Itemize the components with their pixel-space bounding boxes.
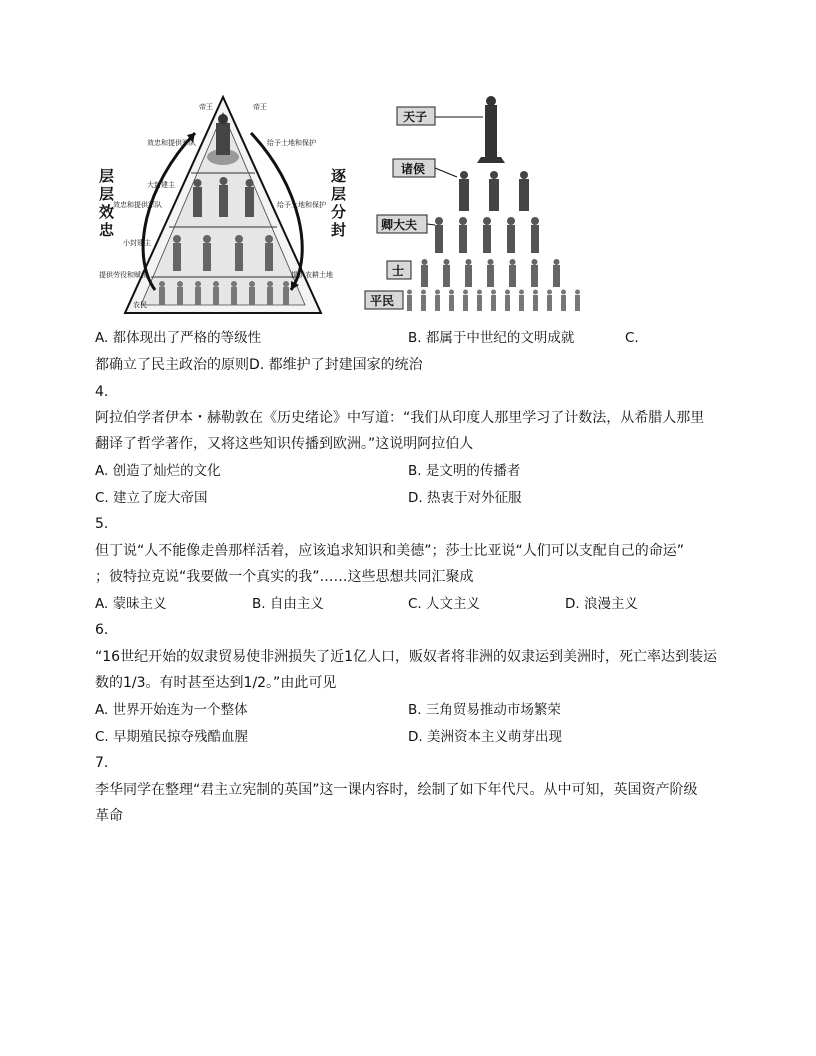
q4-stem-line-2: 翻译了哲学著作，又将这些知识传播到欧洲。”这说明阿拉伯人 bbox=[95, 436, 474, 452]
q3-option-c: C. bbox=[625, 330, 639, 346]
q4-option-d: D. 热衷于对外征服 bbox=[408, 490, 522, 506]
q5-option-d: D. 浪漫主义 bbox=[565, 596, 638, 612]
label-shi: 士 bbox=[392, 264, 405, 278]
left-arrow-note-3: 提供劳役和赋税 bbox=[99, 271, 148, 279]
q7-number: 7. bbox=[95, 755, 109, 771]
q5-stem-line-2: ；彼特拉克说“我要做一个真实的我”……这些思想共同汇聚成 bbox=[95, 569, 474, 585]
tier-label-peasants: 农民 bbox=[133, 301, 147, 309]
right-arrow-note-2: 给予土地和保护 bbox=[277, 201, 326, 209]
q3-option-b: B. 都属于中世纪的文明成就 bbox=[408, 330, 575, 346]
q3-option-a: A. 都体现出了严格的等级性 bbox=[95, 330, 262, 346]
side-right-char-3: 分 bbox=[331, 203, 347, 221]
q6-stem-line-2: 数的1/3。有时甚至达到1/2。”由此可见 bbox=[95, 675, 337, 691]
label-tianzi: 天子 bbox=[403, 110, 428, 124]
q6-option-d: D. 美洲资本主义萌芽出现 bbox=[408, 729, 562, 745]
q5-option-c: C. 人文主义 bbox=[408, 596, 481, 612]
side-left-char-1: 层 bbox=[99, 167, 115, 185]
q6-option-c: C. 早期殖民掠夺残酷血腥 bbox=[95, 729, 249, 745]
q5-option-b: B. 自由主义 bbox=[252, 596, 324, 612]
side-left-char-4: 忠 bbox=[99, 221, 115, 239]
tier-label-great-lords: 大封建主 bbox=[147, 181, 175, 189]
right-arrow-note-1: 给予土地和保护 bbox=[267, 139, 316, 147]
q5-option-a: A. 蒙昧主义 bbox=[95, 596, 167, 612]
q6-stem-line-1: “16世纪开始的奴隶贸易使非洲损失了近1亿人口，贩奴者将非洲的奴隶运到美洲时，死亡率达到装运 bbox=[95, 649, 717, 665]
q6-option-b: B. 三角贸易推动市场繁荣 bbox=[408, 702, 561, 718]
q4-option-b: B. 是文明的传播者 bbox=[408, 463, 521, 479]
q6-option-a: A. 世界开始连为一个整体 bbox=[95, 702, 248, 718]
q4-stem-line-1: 阿拉伯学者伊本・赫勒敦在《历史绪论》中写道：“我们从印度人那里学习了计数法，从希腊人那里 bbox=[95, 410, 705, 426]
q3-option-cd-line: 都确立了民主政治的原则D. 都维护了封建国家的统治 bbox=[95, 357, 423, 373]
label-qingdafu: 卿大夫 bbox=[381, 218, 418, 232]
side-right-char-2: 层 bbox=[331, 185, 347, 203]
q7-stem-line-1: 李华同学在整理“君主立宪制的英国”这一课内容时，绘制了如下年代尺。从中可知，英国资产阶级 bbox=[95, 782, 698, 798]
q4-option-a: A. 创造了灿烂的文化 bbox=[95, 463, 221, 479]
right-arrow-note-3: 提供农耕土地 bbox=[291, 271, 333, 279]
enfeoffment-figure bbox=[363, 95, 588, 317]
side-right-char-1: 逐 bbox=[331, 167, 347, 185]
tier-label-king-right: 帝王 bbox=[253, 103, 267, 111]
left-arrow-note-1: 效忠和提供军队 bbox=[147, 139, 196, 147]
q5-stem-line-1: 但丁说“人不能像走兽那样活着，应该追求知识和美德”；莎士比亚说“人们可以支配自己的命运” bbox=[95, 543, 685, 559]
q4-option-c: C. 建立了庞大帝国 bbox=[95, 490, 208, 506]
tier-label-king: 帝王 bbox=[199, 103, 213, 111]
tier-label-lesser-lords: 小封建主 bbox=[123, 239, 151, 247]
q7-stem-line-2: 革命 bbox=[95, 808, 123, 824]
feudal-pyramid-figure bbox=[95, 95, 350, 317]
left-arrow-note-2: 效忠和提供军队 bbox=[113, 201, 162, 209]
side-left-char-2: 层 bbox=[99, 185, 115, 203]
label-zhuhou: 诸侯 bbox=[401, 162, 426, 176]
side-right-char-4: 封 bbox=[331, 221, 347, 239]
side-left-char-3: 效 bbox=[99, 203, 115, 221]
q6-number: 6. bbox=[95, 622, 109, 638]
q5-number: 5. bbox=[95, 516, 109, 532]
label-commoners: 平民 bbox=[370, 294, 395, 308]
q4-number: 4. bbox=[95, 384, 109, 400]
